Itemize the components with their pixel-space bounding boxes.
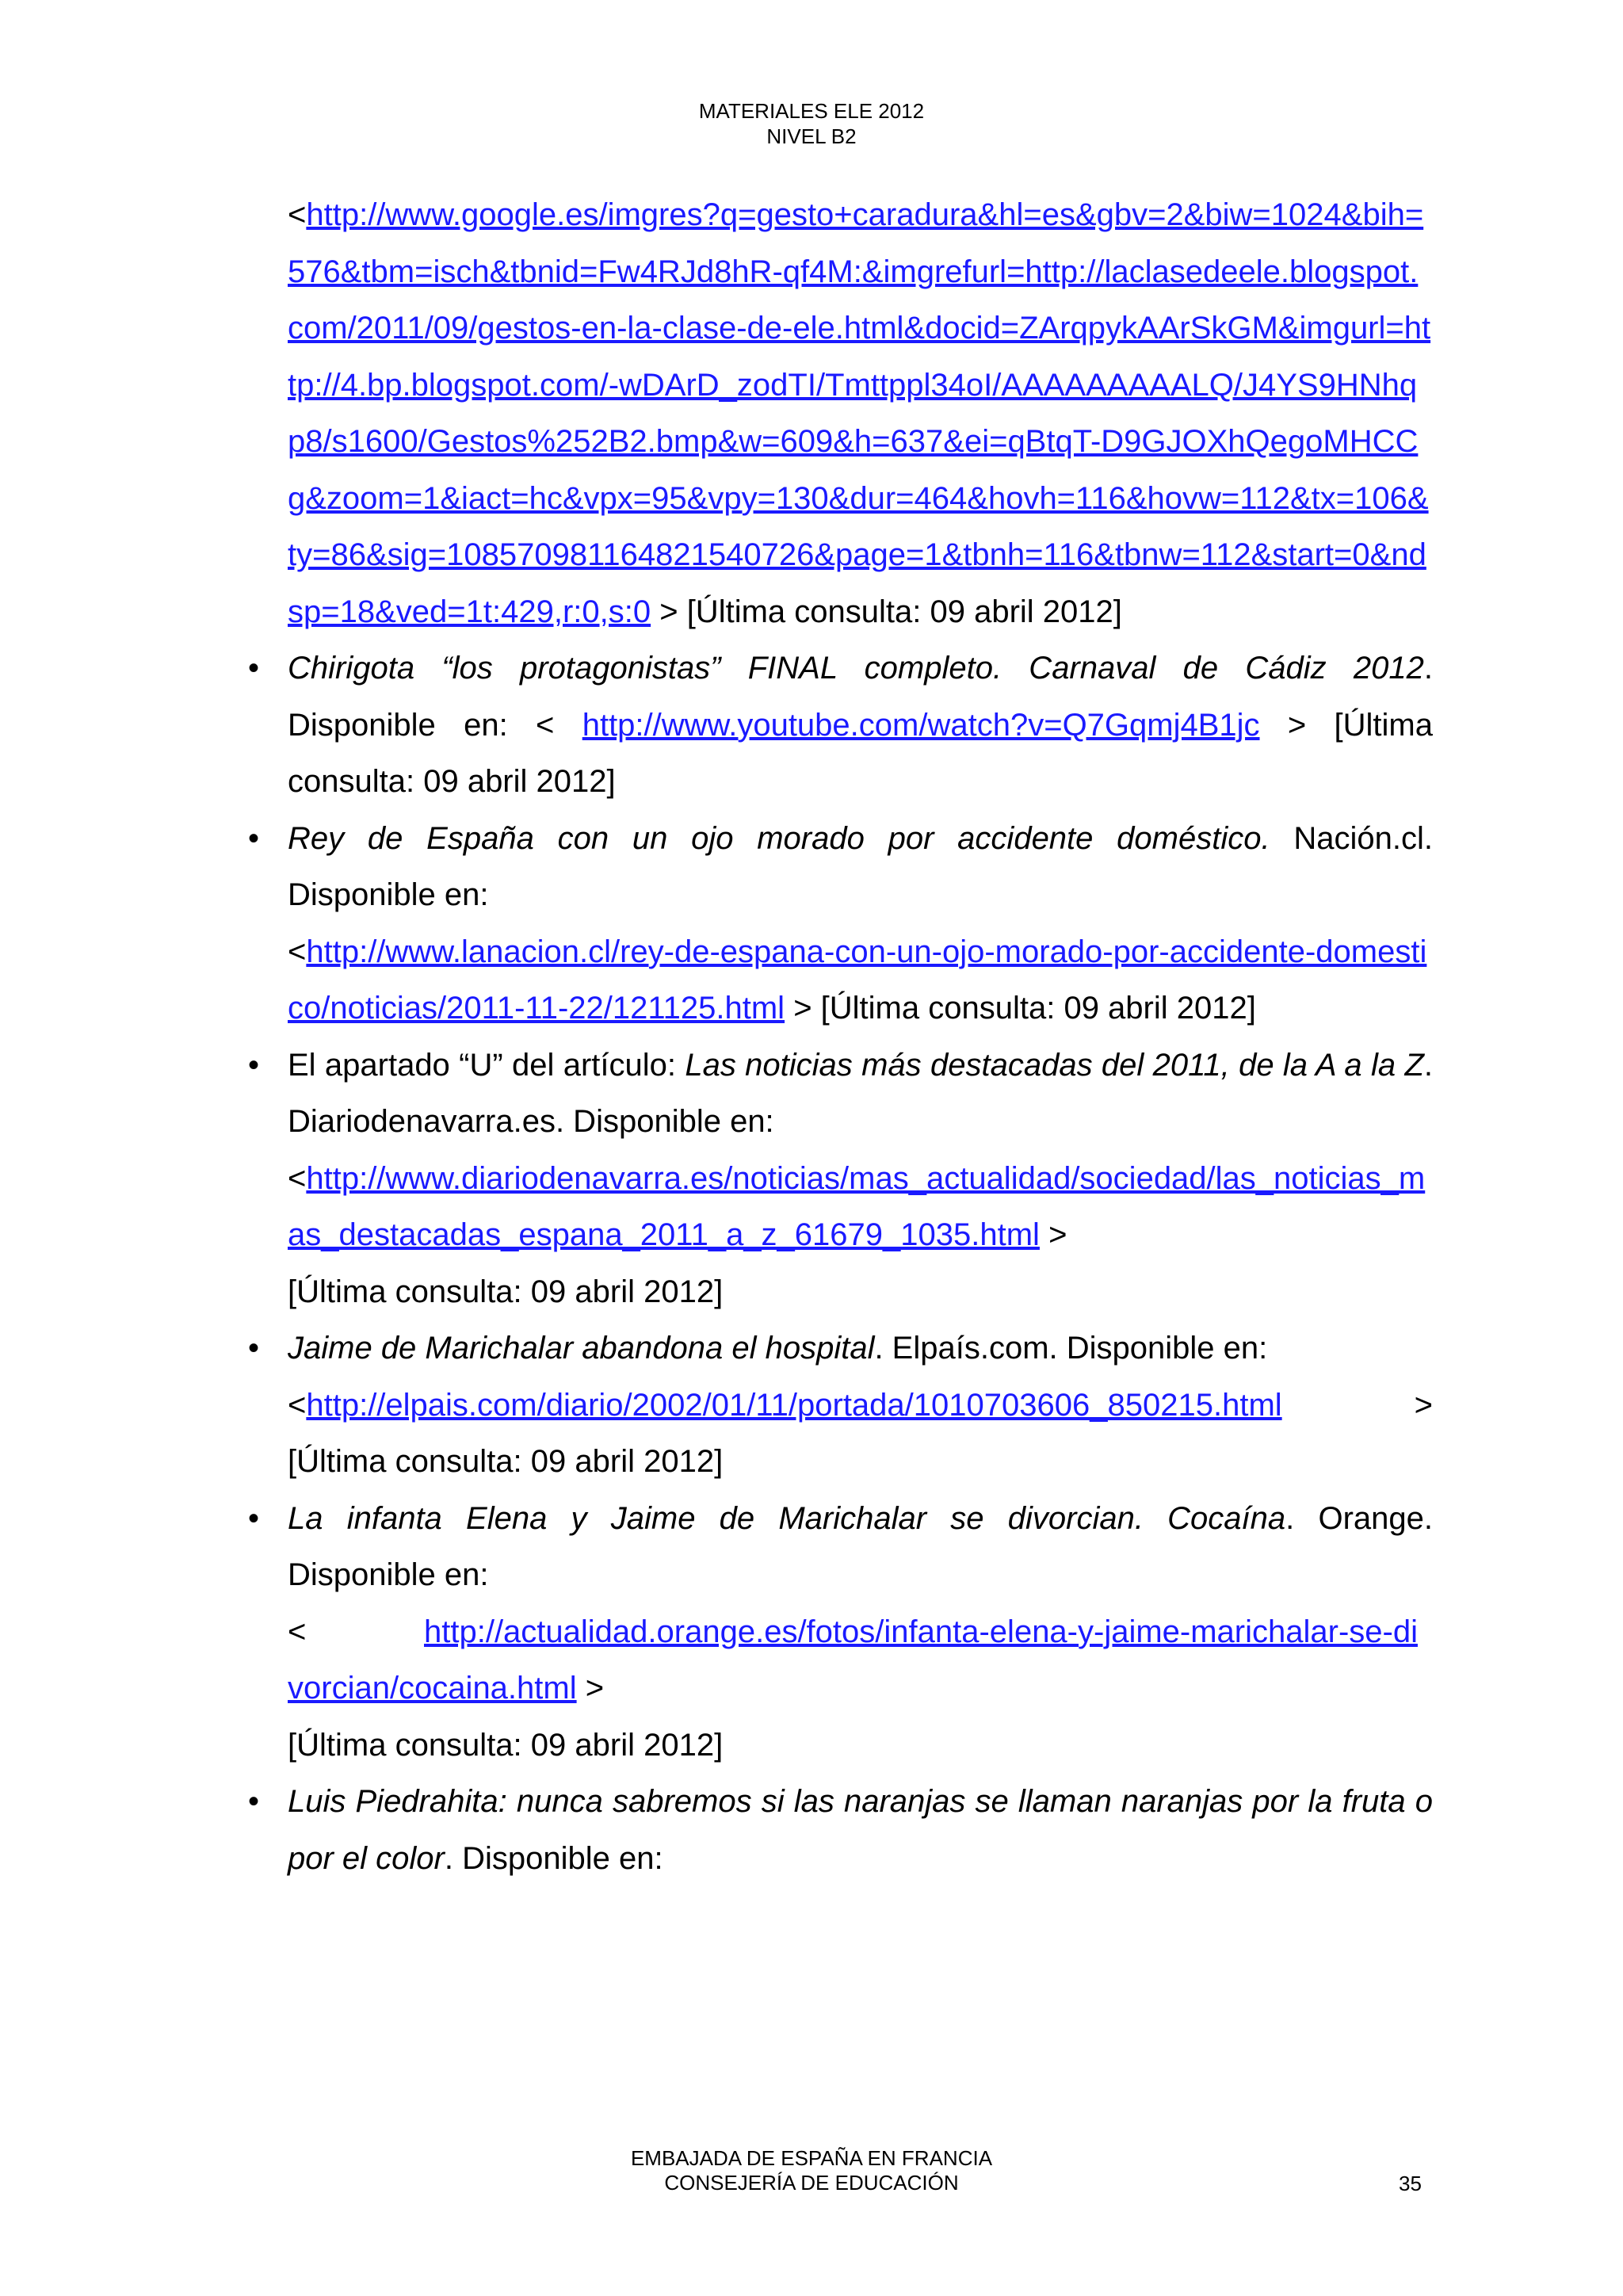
gt-symbol: > — [1039, 1217, 1067, 1252]
bullet-icon: • — [248, 820, 260, 856]
reference-link[interactable]: http://elpais.com/diario/2002/01/11/portada/1010703606_850215.html — [306, 1387, 1282, 1423]
header-level: NIVEL B2 — [766, 124, 857, 148]
reference-prefix: El apartado “U” del artículo: — [288, 1047, 685, 1083]
reference-title: Chirigota “los protagonistas” FINAL completo. Carnaval de Cádiz 2012 — [288, 651, 1424, 686]
list-item — [248, 1037, 1434, 1321]
reference-title: Las noticias más destacadas del 2011, de la A a la Z — [685, 1047, 1424, 1083]
reference-title: Rey de España con un ojo morado por accidente doméstico. — [288, 820, 1270, 856]
reference-source: . Elpaís.com. Disponible en: — [874, 1331, 1268, 1366]
reference-link[interactable]: http://actualidad.orange.es/fotos/infanta-elena-y-jaime-marichalar-se-divorcian/cocaina.html — [288, 1614, 1418, 1706]
reference-link[interactable]: http://www.google.es/imgres?q=gesto+caradura&hl=es&gbv=2&biw=1024&bih=576&tbm=isch&tbnid=Fw4RJd8hR-qf4M:&imgrefurl=http://laclasedeele.blogspot.com/2011/09/gestos-en-la-clase-de-ele.html&docid=ZArqpykAArSkGM&imgurl=http://4.bp.blogspot.com/-wDArD_zodTI/Tmttppl34oI/AAAAAAAAALQ/J4YS9HNhqp8/s1600/Gestos%252B2.bmp&w=609&h=637&ei=qBtqT-D9GJOXhQegoMHCCg&zoom=1&iact=hc&vpx=95&vpy=130&dur=464&hovh=116&hovw=112&tx=106&ty=86&sig=108570981164821540726&page=1&tbnh=116&tbnw=112&start=0&ndsp=18&ved=1t:429,r:0,s:0 — [288, 197, 1431, 629]
references-content — [248, 187, 1434, 1887]
reference-link[interactable]: http://www.diariodenavarra.es/noticias/mas_actualidad/sociedad/las_noticias_mas_destacadas_espana_2011_a_z_61679_1035.html — [288, 1160, 1426, 1252]
lt-symbol: < — [288, 1160, 307, 1196]
reference-title: Jaime de Marichalar abandona el hospital — [288, 1331, 875, 1366]
list-item — [248, 811, 1433, 1037]
consulta-text: > [Última consulta: 09 abril 2012] — [651, 594, 1122, 629]
list-item — [248, 640, 1433, 811]
reference-source: . Diariodenavarra.es. Disponible en: — [288, 1047, 1434, 1139]
lt-symbol: < — [288, 197, 307, 232]
consulta-text: [Última consulta: 09 abril 2012] — [288, 1444, 724, 1479]
bullet-icon: • — [248, 651, 260, 686]
page-footer — [0, 2146, 1623, 2195]
reference-source: Nación.cl. Disponible en: — [288, 820, 1433, 912]
bullet-icon: • — [248, 1784, 260, 1819]
available-text: Disponible en: < — [288, 707, 582, 743]
reference-title: Luis Piedrahita: nunca sabremos si las naranjas se llaman naranjas por la fruta o por el color — [288, 1784, 1433, 1876]
page-number: 35 — [1399, 2172, 1422, 2195]
consulta-text: [Última consulta: 09 abril 2012] — [288, 1274, 724, 1309]
footer-department: CONSEJERÍA DE EDUCACIÓN — [664, 2171, 959, 2195]
reference-continuation — [288, 187, 1433, 640]
reference-source: . Disponible en: — [444, 1840, 663, 1876]
consulta-text: > [Última consulta: 09 abril 2012] — [785, 991, 1256, 1026]
reference-link[interactable]: http://www.youtube.com/watch?v=Q7Gqmj4B1jc — [582, 707, 1260, 743]
reference-source: . Orange. Disponible en: — [288, 1500, 1433, 1592]
bullet-icon: • — [248, 1500, 260, 1536]
consulta-text: > [Última consulta: 09 abril 2012] — [288, 707, 1433, 799]
gt-symbol: > — [576, 1671, 605, 1706]
reference-list — [248, 640, 1434, 1887]
list-item — [248, 1320, 1433, 1491]
lt-symbol: < — [288, 1387, 307, 1423]
page-header — [0, 98, 1623, 149]
list-item — [248, 1491, 1433, 1775]
lt-symbol: < — [288, 934, 307, 969]
reference-link[interactable]: http://www.lanacion.cl/rey-de-espana-con-un-ojo-morado-por-accidente-domestico/noticias/2011-11-22/121125.html — [288, 934, 1427, 1026]
list-item — [248, 1774, 1433, 1887]
gt-symbol: > — [1414, 1387, 1433, 1423]
lt-symbol: < — [288, 1614, 307, 1649]
header-title: MATERIALES ELE 2012 — [698, 99, 925, 123]
bullet-icon: • — [248, 1047, 260, 1083]
footer-embassy: EMBAJADA DE ESPAÑA EN FRANCIA — [630, 2146, 993, 2170]
reference-title: La infanta Elena y Jaime de Marichalar se divorcian. Cocaína — [288, 1500, 1286, 1536]
consulta-text: [Última consulta: 09 abril 2012] — [288, 1727, 724, 1763]
bullet-icon: • — [248, 1331, 260, 1366]
reference-source: . — [1423, 651, 1433, 686]
